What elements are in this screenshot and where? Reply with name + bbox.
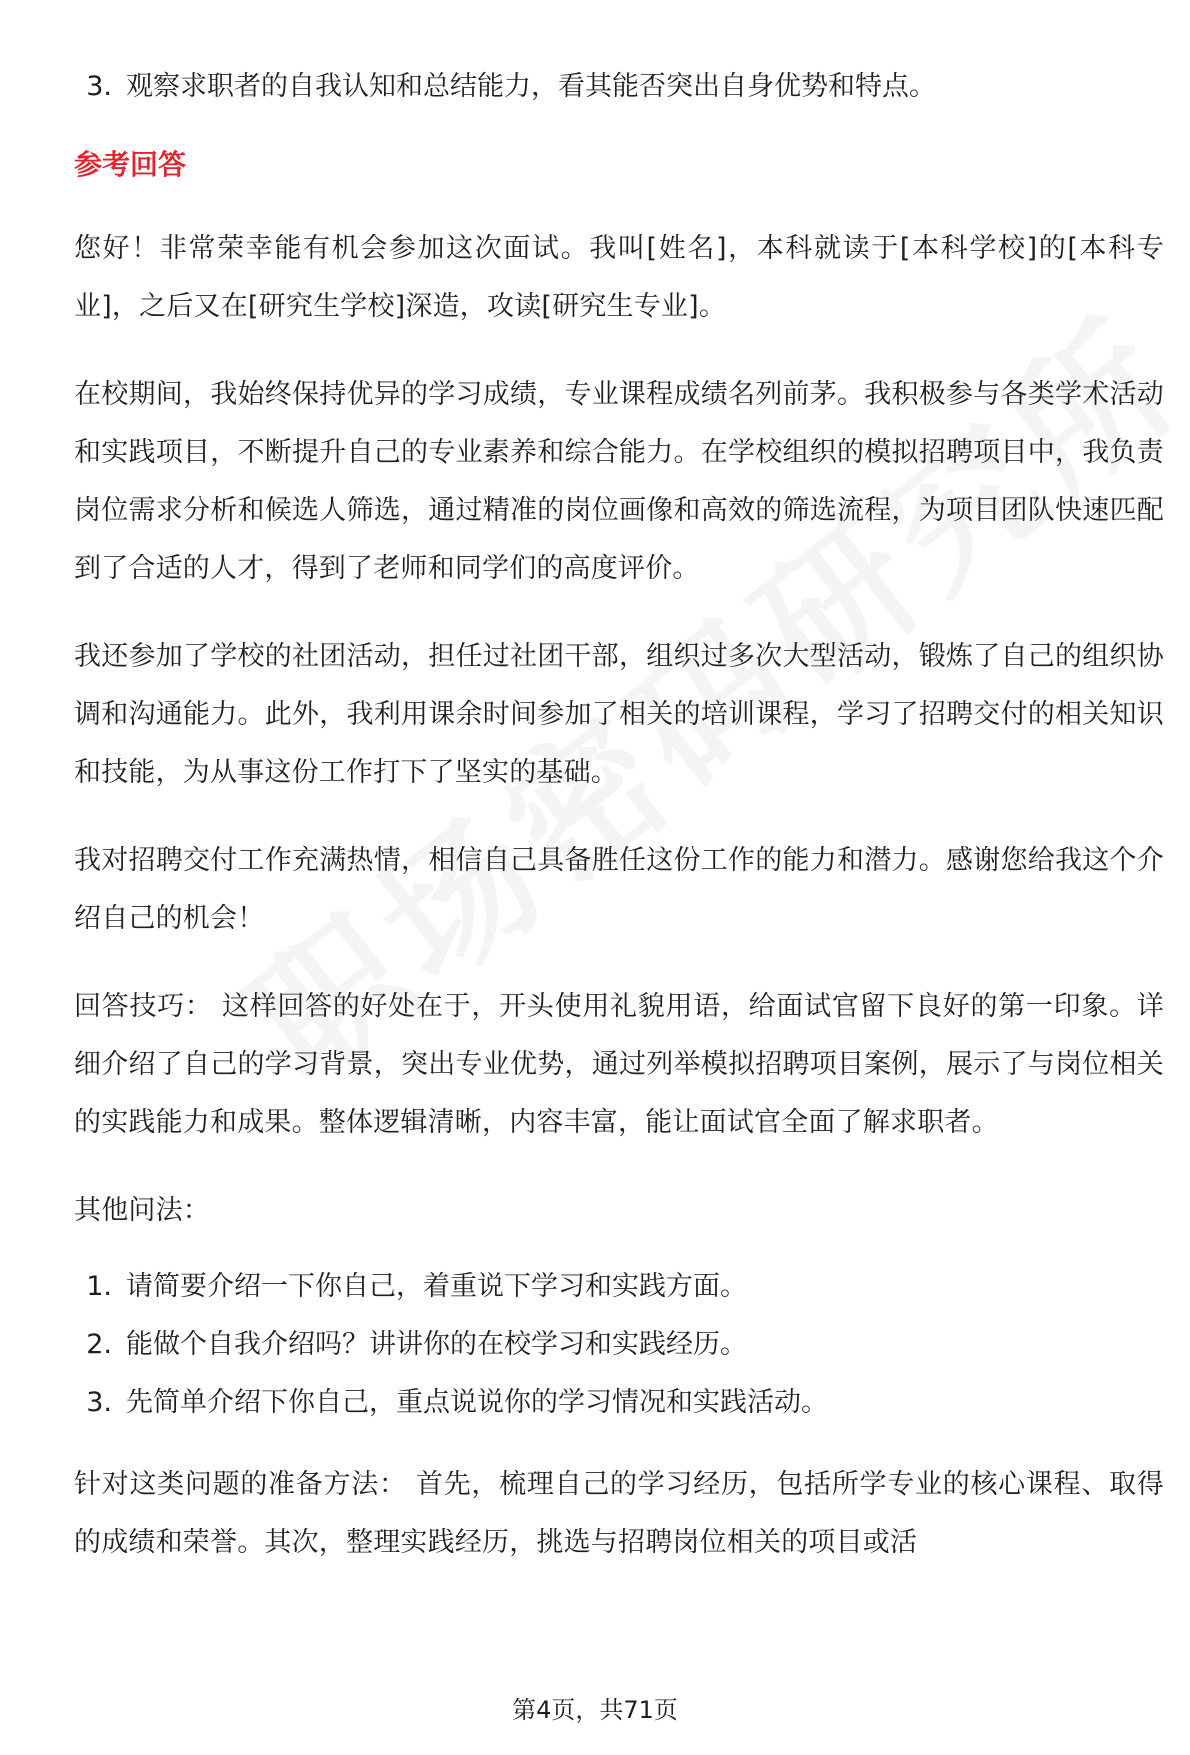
list-item bbox=[74, 1374, 1164, 1432]
answer-paragraph-activities: 我还参加了学校的社团活动，担任过社团干部，组织过多次大型活动，锻炼了自己的组织协调和沟通能力。此外，我利用课余时间参加了相关的培训课程，学习了招聘交付的相关知识和技能，为从事这份工作打下了坚实的基础。 bbox=[74, 641, 1164, 788]
answer-paragraph-closing: 我对招聘交付工作充满热情，相信自己具备胜任这份工作的能力和潜力。感谢您给我这个介绍自己的机会！ bbox=[74, 845, 1164, 934]
list-item-number: 2. bbox=[86, 1329, 112, 1360]
other-questions-list bbox=[74, 1258, 1164, 1432]
list-item-text: 请简要介绍一下你自己，着重说下学习和实践方面。 bbox=[126, 1271, 747, 1302]
list-item-number: 1. bbox=[86, 1271, 112, 1302]
list-item-text: 观察求职者的自我认知和总结能力，看其能否突出自身优势和特点。 bbox=[126, 71, 936, 102]
list-item-number: 3. bbox=[86, 71, 112, 102]
list-item-text: 先简单介绍下你自己，重点说说你的学习情况和实践活动。 bbox=[126, 1387, 828, 1418]
answer-tips-paragraph: 回答技巧： 这样回答的好处在于，开头使用礼貌用语，给面试官留下良好的第一印象。详细介绍了自己的学习背景，突出专业优势，通过列举模拟招聘项目案例，展示了与岗位相关的实践能力和成果。整体逻辑清晰，内容丰富，能让面试官全面了解求职者。 bbox=[74, 991, 1164, 1138]
page-content bbox=[74, 58, 1164, 1602]
answer-paragraph-study: 在校期间，我始终保持优异的学习成绩，专业课程成绩名列前茅。我积极参与各类学术活动和实践项目，不断提升自己的专业素养和综合能力。在学校组织的模拟招聘项目中，我负责岗位需求分析和候选人筛选，通过精准的岗位画像和高效的筛选流程，为项目团队快速匹配到了合适的人才，得到了老师和同学们的高度评价。 bbox=[74, 379, 1164, 584]
list-item bbox=[74, 1258, 1164, 1316]
list-item-text: 能做个自我介绍吗？讲讲你的在校学习和实践经历。 bbox=[126, 1329, 747, 1360]
list-item bbox=[74, 1316, 1164, 1374]
answer-heading: 参考回答 bbox=[74, 148, 187, 181]
page-number-footer: 第4页，共71页 bbox=[512, 1696, 678, 1724]
list-item bbox=[74, 58, 1164, 116]
other-questions-heading: 其他问法： bbox=[74, 1195, 210, 1226]
list-item-number: 3. bbox=[86, 1387, 112, 1418]
answer-paragraph-intro: 您好！非常荣幸能有机会参加这次面试。我叫[姓名]，本科就读于[本科学校]的[本科专业]，之后又在[研究生学校]深造，攻读[研究生专业]。 bbox=[74, 233, 1164, 322]
evaluation-points-list bbox=[74, 58, 1164, 116]
preparation-paragraph: 针对这类问题的准备方法： 首先，梳理自己的学习经历，包括所学专业的核心课程、取得的成绩和荣誉。其次，整理实践经历，挑选与招聘岗位相关的项目或活 bbox=[74, 1469, 1164, 1558]
